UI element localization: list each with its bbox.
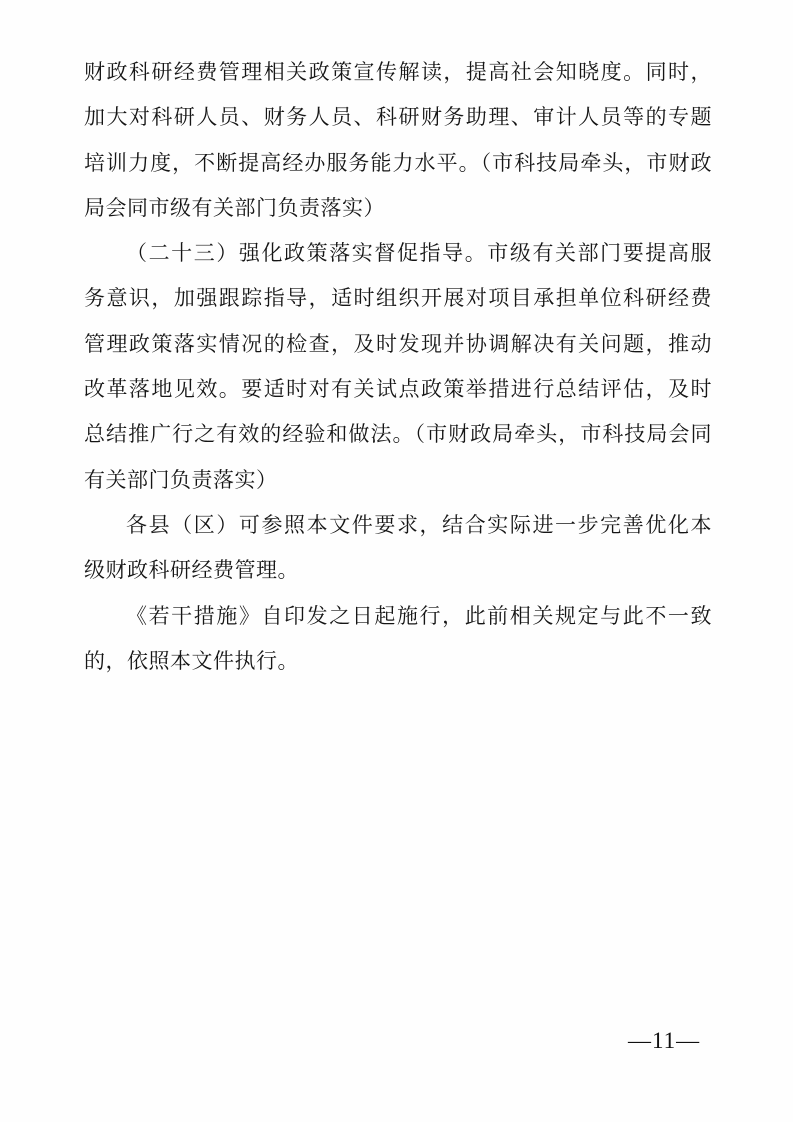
text-line: 财政科研经费管理相关政策宣传解读，提高社会知晓度。同时， [84, 60, 712, 84]
paragraph [84, 594, 712, 685]
text-line: 各县（区）可参照本文件要求，结合实际进一步完善优化本 [126, 512, 712, 537]
text-line: 管理政策落实情况的检查，及时发现并协调解决有关问题，推动 [84, 331, 712, 356]
paragraph [84, 50, 712, 231]
text-line: 级财政科研经费管理。 [84, 558, 299, 583]
document-body [84, 50, 712, 684]
text-line: 改革落地见效。要适时对有关试点政策举措进行总结评估，及时 [84, 377, 712, 402]
text-line: 局会同市级有关部门负责落实） [84, 195, 385, 220]
text-line: 的，依照本文件执行。 [84, 648, 299, 673]
text-line: 《若干措施》自印发之日起施行，此前相关规定与此不一致 [126, 603, 712, 628]
text-line: 总结推广行之有效的经验和做法。（市财政局牵头，市科技局会同 [84, 422, 712, 447]
text-line: 有关部门负责落实） [84, 467, 278, 492]
text-line: （二十三）强化政策落实督促指导。市级有关部门要提高服 [126, 241, 712, 266]
text-line: 加大对科研人员、财务人员、科研财务助理、审计人员等的专题 [84, 105, 712, 130]
text-line: 务意识，加强跟踪指导，适时组织开展对项目承担单位科研经费 [84, 286, 712, 311]
paragraph [84, 231, 712, 503]
page-number: —11— [628, 1028, 701, 1053]
text-line: 培训力度，不断提高经办服务能力水平。（市科技局牵头，市财政 [84, 150, 712, 175]
paragraph [84, 503, 712, 594]
